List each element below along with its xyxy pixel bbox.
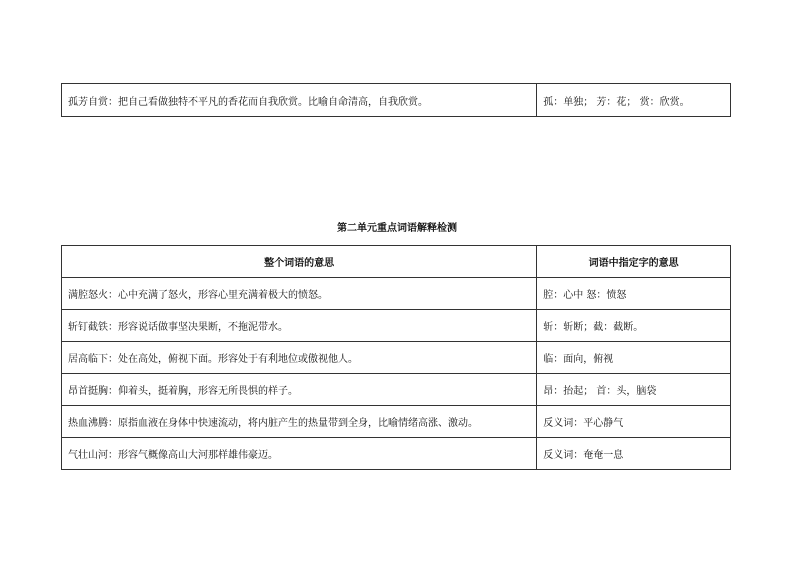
table-row xyxy=(62,84,731,117)
table-row xyxy=(62,406,731,438)
word-meaning-cell: 居高临下：处在高处，俯视下面。形容处于有利地位或傲视他人。 xyxy=(62,342,537,374)
char-meaning-cell: 反义词：平心静气 xyxy=(537,406,731,438)
header-word-meaning: 整个词语的意思 xyxy=(62,246,537,278)
word-meaning-cell: 昂首挺胸：仰着头，挺着胸，形容无所畏惧的样子。 xyxy=(62,374,537,406)
word-meaning-cell: 斩钉截铁：形容说话做事坚决果断，不拖泥带水。 xyxy=(62,310,537,342)
table-row xyxy=(62,310,731,342)
section-title: 第二单元重点词语解释检测 xyxy=(337,223,457,234)
header-char-meaning: 词语中指定字的意思 xyxy=(537,246,731,278)
word-meaning-cell: 满腔怒火：心中充满了怒火，形容心里充满着极大的愤怒。 xyxy=(62,278,537,310)
table-row xyxy=(62,374,731,406)
table-row xyxy=(62,342,731,374)
char-meaning-cell: 反义词：奄奄一息 xyxy=(537,438,731,470)
char-meaning-cell: 临：面向，俯视 xyxy=(537,342,731,374)
top-vocab-table xyxy=(61,83,731,117)
char-meaning-cell: 斩：斩断；截：截断。 xyxy=(537,310,731,342)
table-header-row xyxy=(62,246,731,278)
word-meaning-cell: 孤芳自赏：把自己看做独特不平凡的香花而自我欣赏。比喻自命清高，自我欣赏。 xyxy=(62,84,537,117)
char-meaning-cell: 昂：抬起； 首：头，脑袋 xyxy=(537,374,731,406)
char-meaning-cell: 孤：单独； 芳：花； 赏：欣赏。 xyxy=(537,84,731,117)
table-row xyxy=(62,438,731,470)
word-meaning-cell: 热血沸腾：原指血液在身体中快速流动，将内脏产生的热量带到全身，比喻情绪高涨、激动。 xyxy=(62,406,537,438)
char-meaning-cell: 腔：心中 怒：愤怒 xyxy=(537,278,731,310)
table-row xyxy=(62,278,731,310)
word-meaning-cell: 气壮山河：形容气概像高山大河那样雄伟豪迈。 xyxy=(62,438,537,470)
vocab-table xyxy=(61,245,731,470)
